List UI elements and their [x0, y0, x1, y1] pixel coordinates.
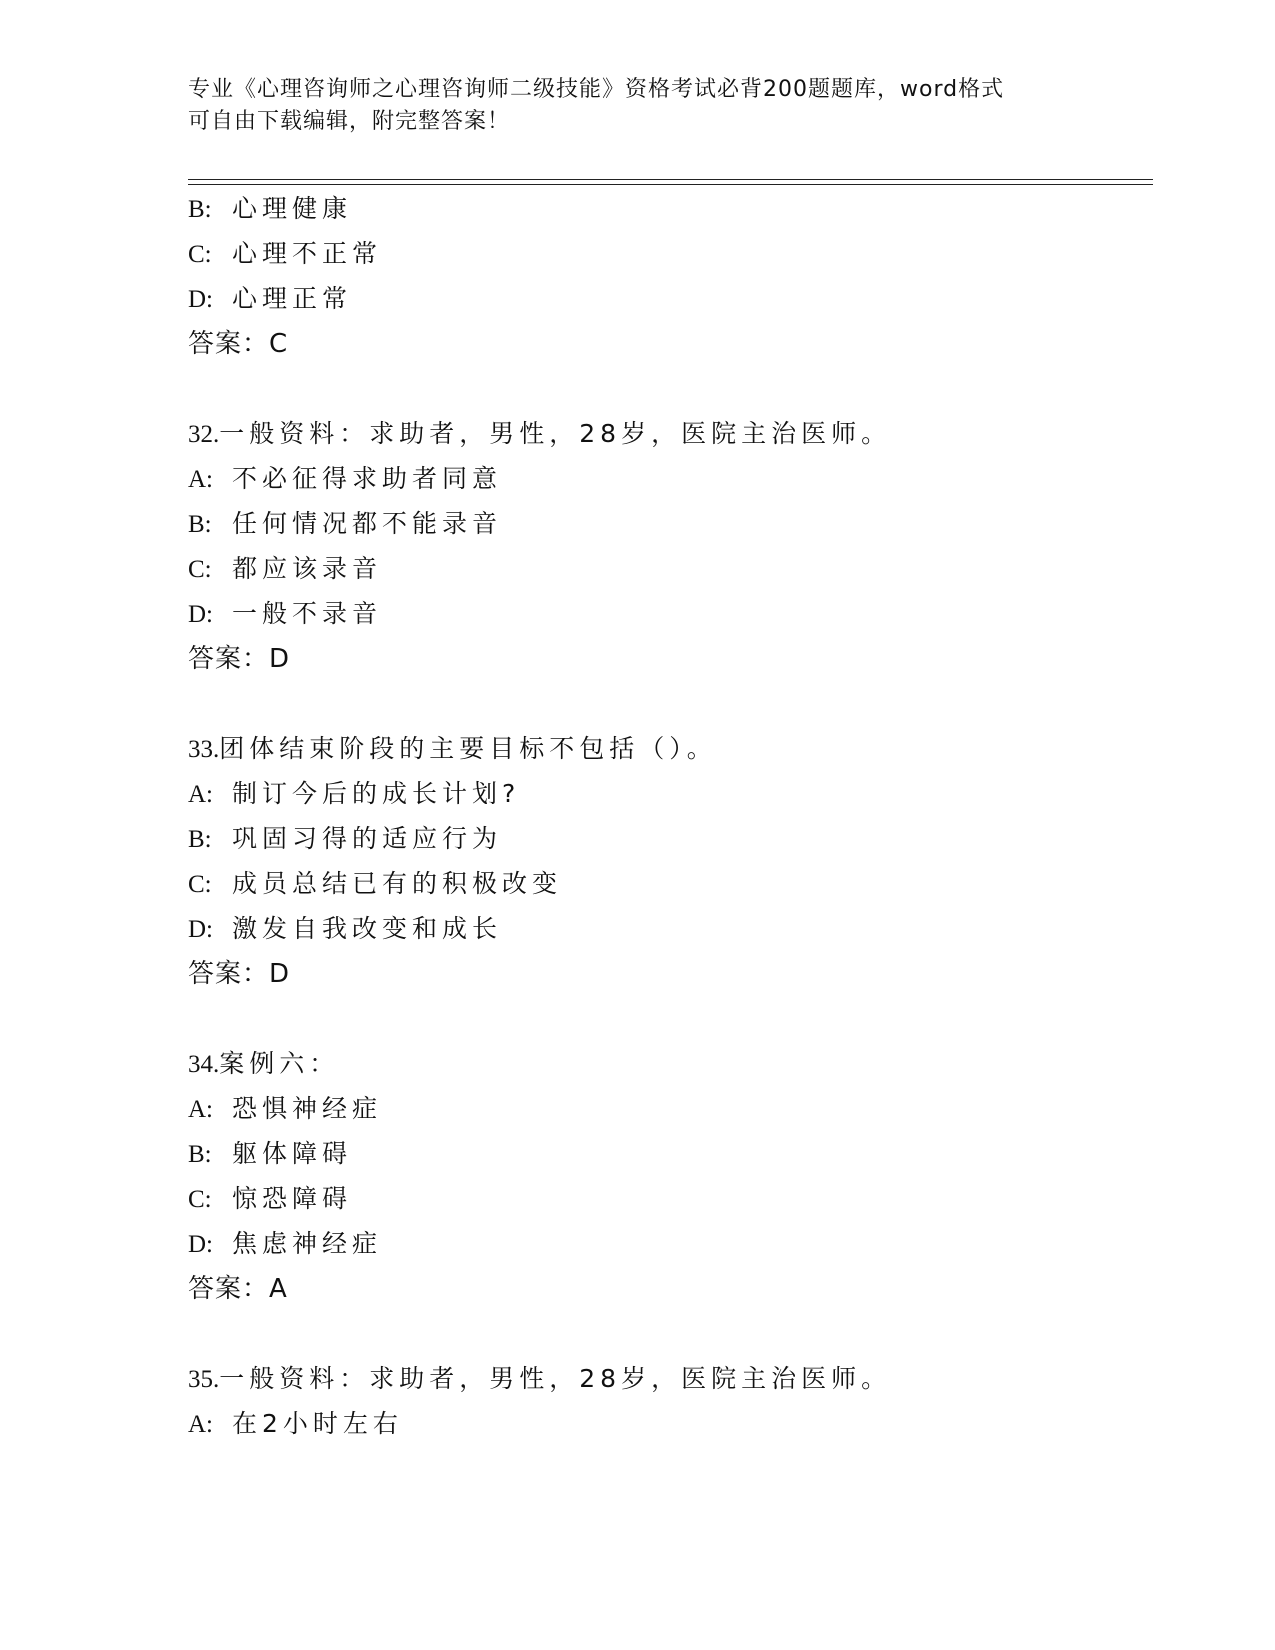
q31-answer: 答案：C [188, 329, 289, 359]
q32-option-a: A: 不必征得求助者同意 [188, 464, 503, 493]
q32-answer: 答案：D [188, 644, 291, 674]
q34-option-c: C: 惊恐障碍 [188, 1184, 353, 1213]
q32-option-b: B: 任何情况都不能录音 [188, 509, 503, 538]
header-title-line-2: 可自由下载编辑，附完整答案！ [188, 109, 511, 134]
document-header [188, 74, 1078, 138]
header-divider-top [188, 179, 1153, 180]
q31-option-d: D: 心理正常 [188, 284, 353, 313]
q34-answer: 答案：A [188, 1274, 288, 1304]
q35-stem: 35.一般资料：求助者，男性，28岁，医院主治医师。 [188, 1364, 892, 1393]
q33-answer: 答案：D [188, 959, 291, 989]
q33-option-c: C: 成员总结已有的积极改变 [188, 869, 563, 898]
header-divider-bottom [188, 184, 1153, 185]
q32-stem: 32.一般资料：求助者，男性，28岁，医院主治医师。 [188, 419, 892, 448]
q32-option-c: C: 都应该录音 [188, 554, 383, 583]
q33-option-a: A: 制订今后的成长计划? [188, 779, 521, 808]
q31-option-b: B: 心理健康 [188, 194, 353, 223]
q34-option-a: A: 恐惧神经症 [188, 1094, 383, 1123]
q32-option-d: D: 一般不录音 [188, 599, 383, 628]
q33-option-d: D: 激发自我改变和成长 [188, 914, 503, 943]
q35-option-a: A: 在2小时左右 [188, 1409, 403, 1438]
q33-stem: 33.团体结束阶段的主要目标不包括（）。 [188, 734, 717, 763]
q33-option-b: B: 巩固习得的适应行为 [188, 824, 503, 853]
q31-option-c: C: 心理不正常 [188, 239, 383, 268]
q34-option-b: B: 躯体障碍 [188, 1139, 353, 1168]
header-title-line-1: 专业《心理咨询师之心理咨询师二级技能》资格考试必背200题题库，word格式 [188, 77, 1005, 102]
q34-stem: 34.案例六： [188, 1049, 340, 1078]
q34-option-d: D: 焦虑神经症 [188, 1229, 383, 1258]
